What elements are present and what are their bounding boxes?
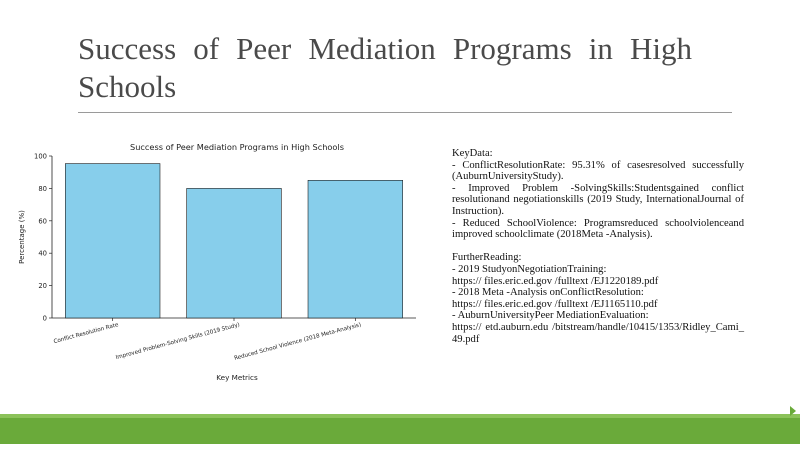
y-tick-label: 20 — [38, 282, 47, 291]
key-data-panel — [452, 148, 744, 345]
reference-link[interactable]: https:// files.eric.ed.gov /fulltext /EJ1165110.pdf — [452, 298, 658, 310]
title-divider — [78, 112, 732, 113]
further-reading-heading: FurtherReading: — [452, 252, 522, 264]
reference-link[interactable]: https:// etd.auburn.edu /bitstream/handle/10415/1353/Ridley_Cami_49.pdf — [452, 321, 744, 345]
key-data-item: - ConflictResolutionRate: 95.31% of casesresolved successfully (AuburnUniversityStudy). — [452, 159, 744, 183]
chart-title: Success of Peer Mediation Programs in High Schools — [130, 142, 344, 152]
y-tick-label: 0 — [42, 314, 47, 323]
bar-chart-svg — [14, 138, 426, 388]
key-data-heading: KeyData: — [452, 148, 493, 159]
bar — [308, 180, 403, 318]
x-tick-label: Improved Problem-Solving Skills (2019 Study) — [115, 322, 241, 362]
reference-label: - AuburnUniversityPeer MediationEvaluation: — [452, 310, 649, 322]
plot-area — [34, 153, 416, 362]
reference-label: - 2019 StudyonNegotiationTraining: — [452, 263, 607, 275]
section-gap — [452, 241, 744, 253]
y-tick-label: 100 — [34, 152, 47, 161]
y-axis-label: Percentage (%) — [18, 210, 26, 264]
bar — [65, 164, 160, 318]
slide-title: Success of Peer Mediation Programs in High Schools — [78, 31, 692, 104]
x-axis-label: Key Metrics — [216, 373, 258, 382]
reference-label: - 2018 Meta -Analysis onConflictResolution: — [452, 287, 644, 299]
next-slide-arrow-icon[interactable] — [790, 406, 796, 416]
x-tick-label: Conflict Resolution Rate — [53, 322, 120, 346]
y-tick-label: 40 — [38, 249, 47, 258]
y-tick-label: 60 — [38, 217, 47, 226]
footer-bar — [0, 418, 800, 444]
y-tick-label: 80 — [38, 184, 47, 193]
reference-link[interactable]: https:// files.eric.ed.gov /fulltext /EJ1220189.pdf — [452, 275, 659, 287]
bar-chart — [14, 138, 426, 388]
key-data-item: - Improved Problem -SolvingSkills:Studentsgained conflict resolutionand negotiationskills (2019 Study, InternationalJournal of Instruction). — [452, 182, 744, 217]
bar — [187, 188, 282, 318]
key-data-item: - Reduced SchoolViolence: Programsreduced schoolviolenceand improved schoolclimate (2018Meta -Analysis). — [452, 217, 744, 241]
x-tick-label: Reduced School Violence (2018 Meta-Analysis) — [233, 322, 362, 362]
